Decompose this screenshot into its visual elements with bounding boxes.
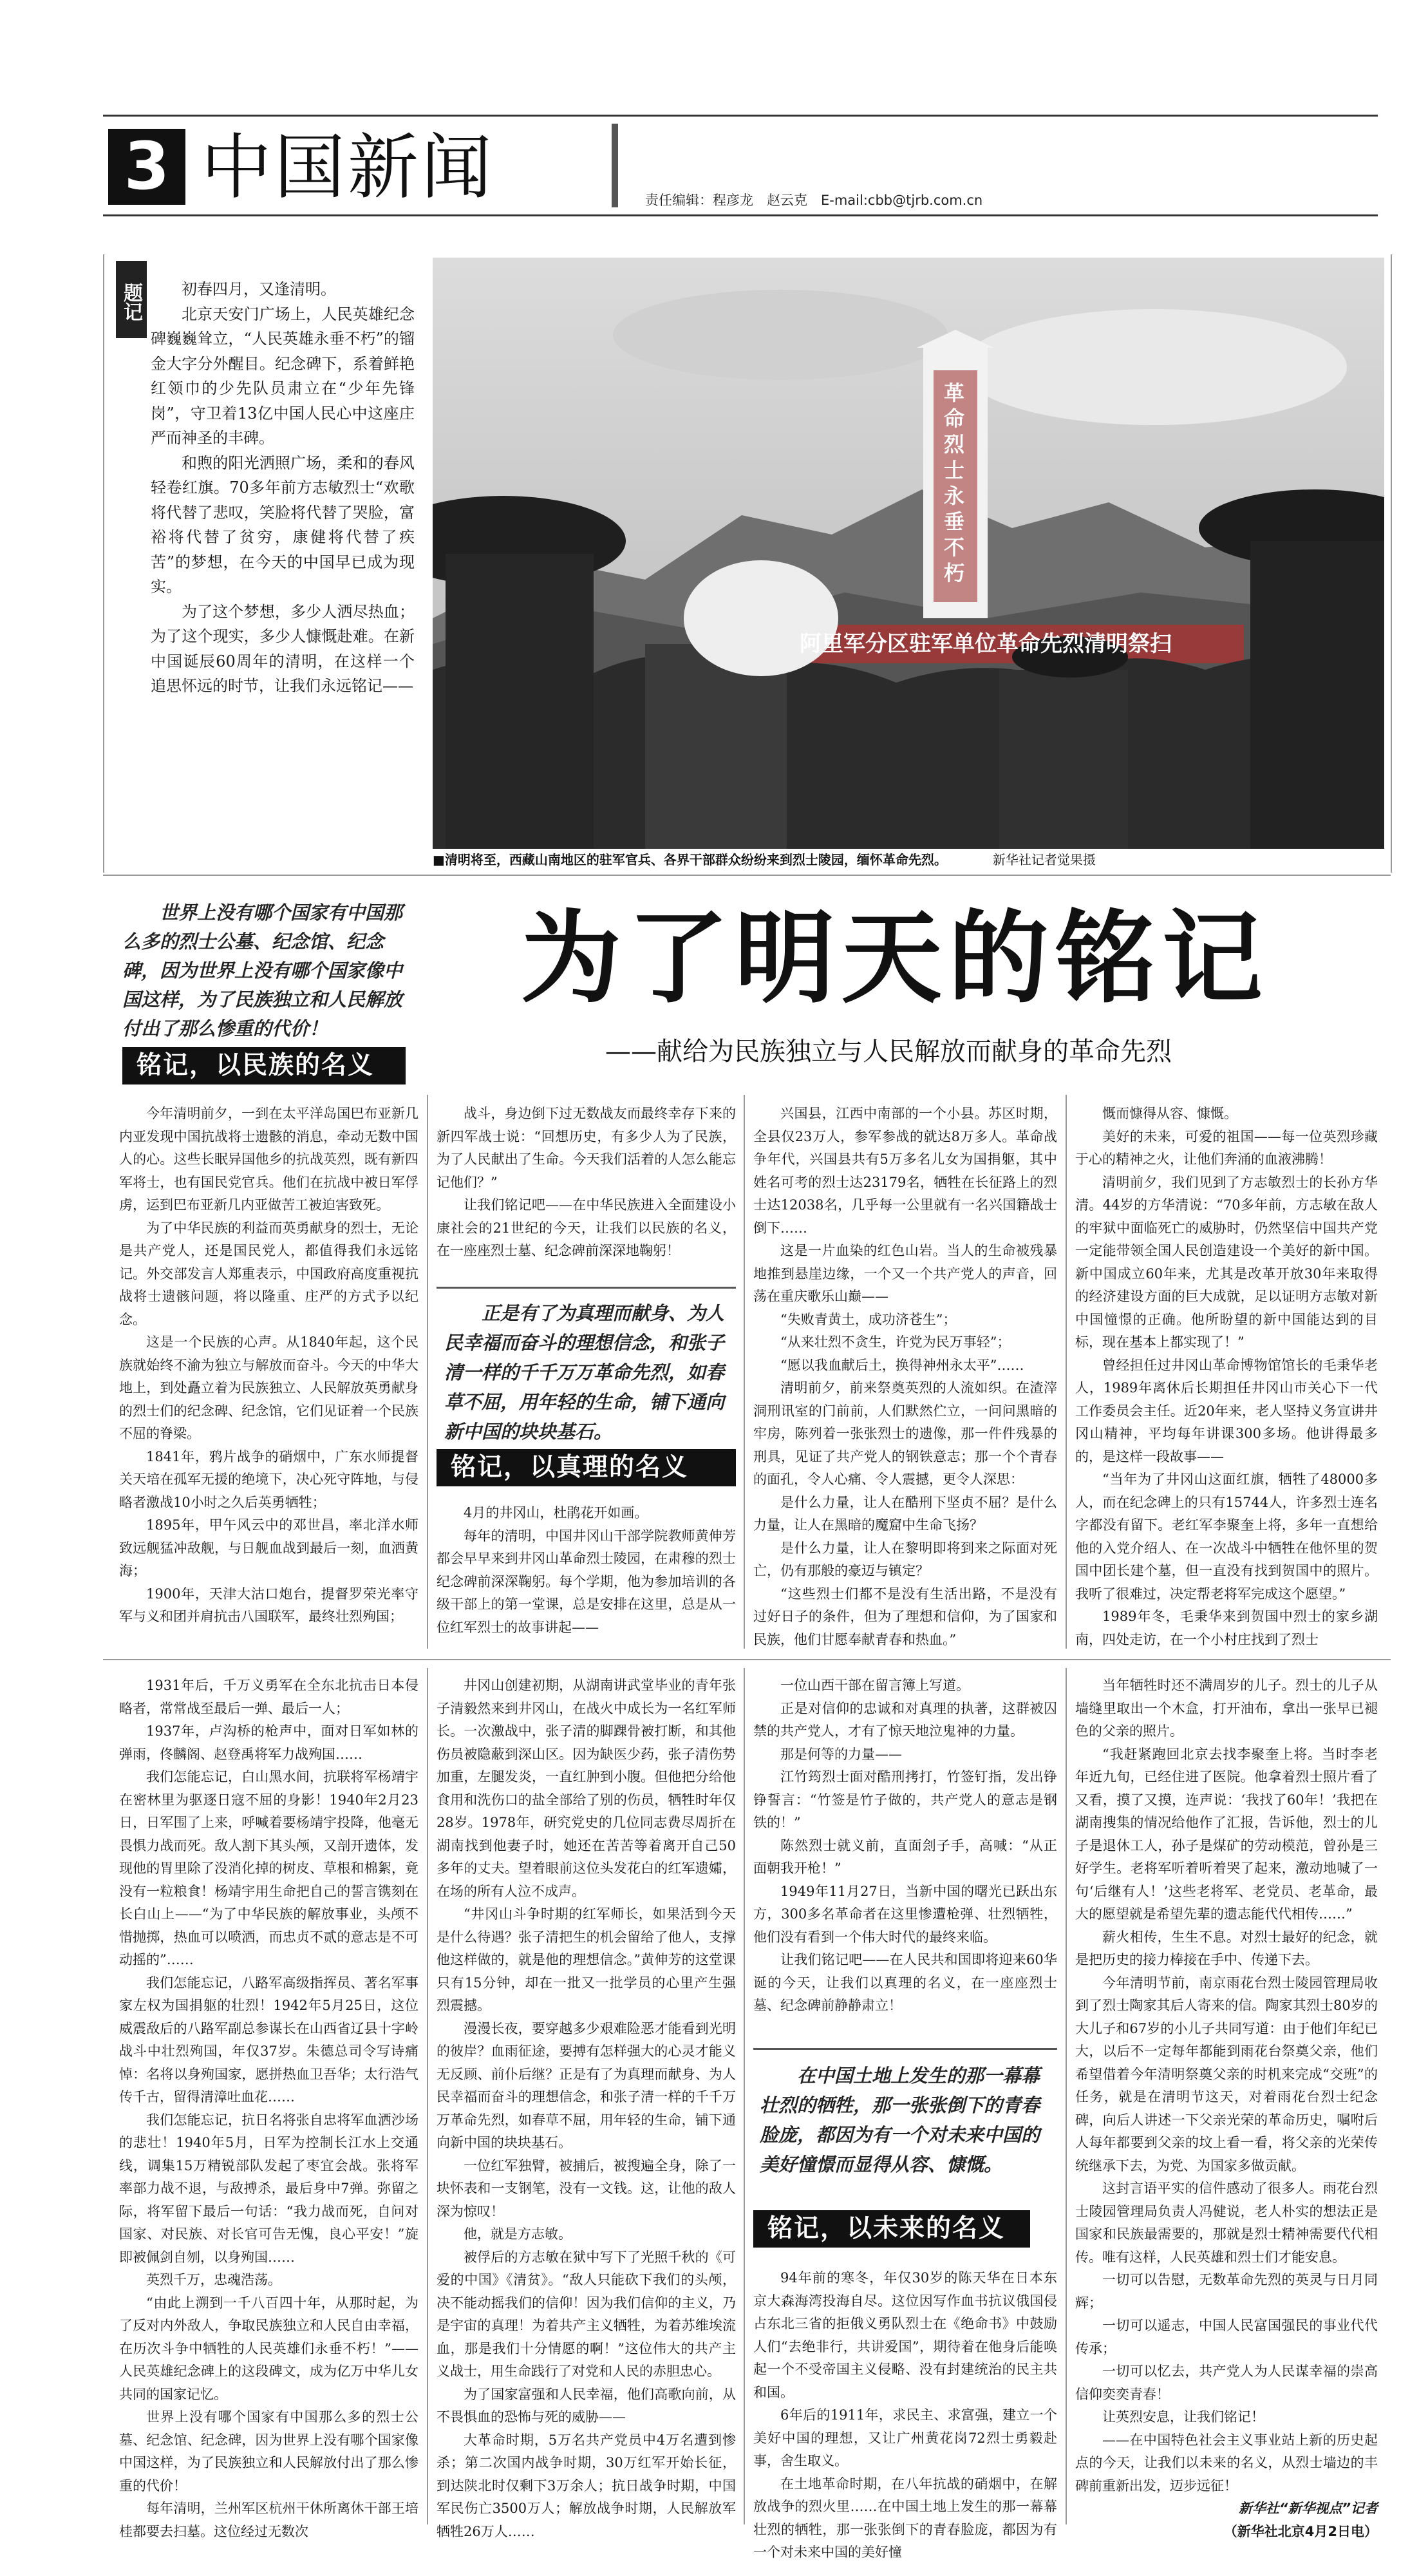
section-title: 中国新闻	[201, 126, 494, 209]
headline-top-rule	[103, 875, 1391, 876]
body-paragraph: 让我们铭记吧——在中华民族进入全面建设小康社会的21世纪的今天，让我们以民族的名义，在一座座烈士墓、纪念碑前深深地鞠躬！	[437, 1197, 736, 1258]
section-heading-nation: 铭记，以民族的名义	[122, 1047, 406, 1084]
body-paragraph: 漫漫长夜，要穿越多少艰难险恶才能看到光明的彼岸？血雨征途，要搏有怎样强大的心灵才能义无反顾、前仆后继？正是有了为真理而献身、为人民幸福而奋斗的理想信念，和张子清一样的千千万万革命先烈，如春草不屈，用年轻的生命，铺下通向新中国的块块基石。	[437, 2020, 736, 2150]
photo-cloud	[613, 290, 948, 380]
tiji-paragraph: 北京天安门广场上，人民英雄纪念碑巍巍耸立，“人民英雄永垂不朽”的镏金大字分外醒目。纪念碑下，系着鲜艳红领巾的少先队员肃立在“少年先锋岗”，守卫着13亿中国人民心中这座庄严而神圣的丰碑。	[151, 305, 415, 447]
masthead	[103, 115, 1378, 218]
body-paragraph: “失败青黄土，成功济苍生”；	[780, 1311, 957, 1327]
body-paragraph: 这是一片血染的红色山岩。当人的生命被残暴地推到悬崖边缘，一个又一个共产党人的声音，回荡在重庆歌乐山巅——	[753, 1243, 1057, 1304]
body-paragraph: 每年清明，兰州军区杭州干休所离休干部王培桂都要去扫墓。这位经过无数次	[119, 2501, 418, 2539]
body-paragraph: 世界上没有哪个国家有中国那么多的烈士公墓、纪念馆、纪念碑，因为世界上没有哪个国家像中国这样，为了民族独立和人民解放付出了那么惨重的代价！	[119, 2409, 418, 2494]
body-paragraph: 一位山西干部在留言簿上写道。	[780, 1678, 970, 1693]
pull-quote-truth: 正是有了为真理而献身、为人民幸福而奋斗的理想信念，和张子清一样的千千万万革命先烈，如春草不屈，用年轻的生命，铺下通向新中国的块块基石。	[444, 1302, 725, 1443]
body-paragraph: 1931年后，千万义勇军在全东北抗击日本侵略者，常常战至最后一弹、最后一人；	[119, 1678, 418, 1716]
body-paragraph: 1949年11月27日，当新中国的曙光已跃出东方，300多名革命者在这里惨遭枪弹、壮烈牺牲，他们没有看到一个伟大时代的最终来临。	[753, 1883, 1057, 1945]
frame-right-rule	[1391, 254, 1392, 873]
body-paragraph: 江竹筠烈士面对酷刑拷打，竹签钉指，发出铮铮誓言：“竹签是竹子做的，共产党人的意志是钢铁的！”	[753, 1769, 1057, 1830]
body-paragraph: 1900年，天津大沽口炮台，提督罗荣光率守军与义和团并肩抗击八国联军，最终壮烈殉国；	[119, 1586, 418, 1624]
photo-headscarf	[684, 560, 838, 676]
tiji-paragraph: 初春四月，又逢清明。	[182, 280, 336, 298]
tiji-paragraph: 和煦的阳光洒照广场，柔和的春风轻卷红旗。70多年前方志敏烈士“欢歌将代替了悲叹，笑脸将代替了哭脸，富裕将代替了贫穷，康健将代替了疾苦”的梦想，在今天的中国早已成为现实。	[151, 453, 415, 596]
section-heading-truth: 铭记，以真理的名义	[437, 1449, 736, 1486]
body-paragraph: 是什么力量，让人在酷刑下坚贞不屈？是什么力量，让人在黑暗的魔窟中生命飞扬？	[753, 1494, 1057, 1533]
dateline: （新华社北京4月2日电）	[1223, 2523, 1378, 2539]
headline-title: 为了明天的铭记	[521, 900, 1269, 1017]
body-paragraph: 美好的未来，可爱的祖国——每一位英烈珍藏于心的精神之火，让他们奔涌的血液沸腾！	[1075, 1128, 1378, 1167]
body-paragraph: 今年清明前夕，一到在太平洋岛国巴布亚新几内亚发现中国抗战将士遗骸的消息，牵动无数中国人的心。这些长眠异国他乡的抗战英烈，既有新四军将士，也有国民党官兵。他们在抗战中被日军俘虏，运到巴布亚新几内亚做苦工被迫害致死。	[119, 1106, 418, 1213]
body-paragraph: 1841年，鸦片战争的硝烟中，广东水师提督关天培在孤军无援的绝境下，决心死守阵地，与侵略者激战10小时之久后英勇牺牲；	[119, 1448, 418, 1510]
body-paragraph: 这是一个民族的心声。从1840年起，这个民族就始终不渝为独立与解放而奋斗。今天的中华大地上，到处矗立着为民族独立、人民解放英勇献身的烈士们的纪念碑、纪念馆，它们见证着一个民族不屈的脊梁。	[119, 1334, 418, 1441]
column-rule	[1066, 1668, 1067, 2524]
body-paragraph: 慨而慷得从容、慷慨。	[1102, 1106, 1237, 1121]
tiji-paragraph: 为了这个梦想，多少人洒尽热血；为了这个现实，多少人慷慨赴难。在新中国诞辰60周年的清明，在这样一个追思怀远的时节，让我们永远铭记——	[151, 602, 415, 695]
upper-column-1	[119, 1103, 418, 1629]
body-paragraph: 我们怎能忘记，抗日名将张自忠将军血洒沙场的悲壮！1940年5月，日军为控制长江水上交通线，调集15万精锐部队发起了枣宜会战。张将军率部力战不退，与敌搏杀，最后身中7弹。弥留之际，将军留下最后一句话：“我力战而死，自问对国家、对民族、对长官可告无愧，良心平安！”旋即被佩剑自刎，以身殉国……	[119, 2112, 418, 2265]
pullquote-rule	[437, 1287, 736, 1289]
photo-caption-text: ■清明将至，西藏山南地区的驻军官兵、各界干部群众纷纷来到烈士陵园，缅怀革命先烈。	[433, 852, 947, 867]
body-paragraph: 为了国家富强和人民幸福，他们高歌向前，从不畏惧血的恐怖与死的威胁——	[437, 2386, 736, 2425]
body-paragraph: 清明前夕，前来祭奠英烈的人流如织。在渣滓洞刑讯室的门前前，人们默然伫立，一问问黑暗的牢房，陈列着一张张烈士的遗像，那一件件残暴的刑具，见证了共产党人的钢铁意志；那一个个青春的面孔，令人心痛、令人震撼，更令人深思：	[753, 1380, 1057, 1487]
body-paragraph: “从来壮烈不贪生，许党为民万事轻”；	[780, 1334, 1011, 1350]
body-paragraph: 今年清明节前，南京雨花台烈士陵园管理局收到了烈士陶家其后人寄来的信。陶家其烈士80岁的大儿子和67岁的小儿子共同写道：由于他们年纪已大，以后不一定每年都能到雨花台祭奠父亲，他们希望借着今年清明祭奠父亲的时机来完成“交班”的任务，就是在清明节这天，对着雨花台烈士纪念碑，向后人讲述一下父亲光荣的革命历史，嘱咐后人每年都要到父亲的坟上看一看，将父亲的光荣传统继承下去，为党、为国家多做贡献。	[1075, 1975, 1378, 2174]
photo-soldier	[446, 554, 594, 849]
body-paragraph: “我赶紧跑回北京去找李聚奎上将。当时李老年近九旬，已经住进了医院。他拿着烈士照片看了又看，摸了又摸，连声说：‘我找了60年！’我把在湖南搜集的情况给他作了汇报，告诉他，烈士的儿子是退休工人，孙子是煤矿的劳动模范，曾孙是三好学生。老将军听着听着哭了起来，激动地喊了一句‘后继有人！’这些老将军、老党员、老革命，最大的愿望就是希望先辈的遗志能代代相传……”	[1075, 1746, 1378, 1922]
middle-rule	[103, 1659, 1391, 1660]
tiji-label	[116, 261, 147, 338]
body-paragraph: 是什么力量，让人在黎明即将到来之际面对死亡，仍有那般的豪迈与镇定？	[753, 1540, 1057, 1578]
body-paragraph: 6年后的1911年，求民主、求富强，建立一个美好中国的理想，又让广州黄花岗72烈士勇毅赴事，舍生取义。	[753, 2407, 1057, 2468]
upper-column-2b	[437, 1502, 736, 1639]
photo-banner-text: 阿里军分区驻军单位革命先烈清明祭扫	[800, 631, 1172, 657]
pull-quote-future: 在中国土地上发生的那一幕幕壮烈的牺牲，那一张张倒下的青春脸庞，都因为有一个对未来中国的美好憧憬而显得从容、慷慨。	[760, 2065, 1040, 2175]
body-paragraph: 让英烈安息，让我们铭记！	[1102, 2409, 1264, 2425]
body-paragraph: 井冈山创建初期，从湖南讲武堂毕业的青年张子清毅然来到井冈山，在战火中成长为一名红军师长。一次激战中，张子清的脚踝骨被打断，和其他伤员被隐蔽到深山区。因为缺医少药，张子清伤势加重，左腿发炎，一直红肿到小腹。但他把分给他食用和洗伤口的盐全部给了别的伤员，牺牲时年仅28岁。1978年，研究党史的几位同志费尽周折在湖南找到他妻子时，她还在苦苦等着离开自己50多年的丈夫。望着眼前这位头发花白的红军遗孀，在场的所有人泣不成声。	[437, 1678, 736, 1899]
body-paragraph: 94年前的寒冬，年仅30岁的陈天华在日本东京大森海湾投海自尽。这位因写作血书抗议俄国侵占东北三省的拒俄义勇队烈士在《绝命书》中鼓励人们“去绝非行，共讲爱国”，期待着在他身后能唤起一个不受帝国主义侵略、没有封建统治的民主共和国。	[753, 2270, 1057, 2400]
body-paragraph: ——在中国特色社会主义事业站上新的历史起点的今天，让我们以未来的名义，从烈士墙边的丰碑前重新出发，迈步远征！	[1075, 2432, 1378, 2494]
tiji-text	[151, 277, 415, 699]
upper-column-2	[437, 1103, 736, 1263]
photo-soldier	[1250, 541, 1384, 849]
body-paragraph: 兴国县，江西中南部的一个小县。苏区时期，全县仅23万人，参军参战的就达8万多人。革命战争年代，兴国县共有5万多名儿女为国捐躯，其中姓名可考的烈士达23179名，牺牲在长征路上的烈士达12038名，几乎每一公里就有一名兴国籍战士倒下……	[753, 1106, 1057, 1236]
body-paragraph: 为了中华民族的利益而英勇献身的烈士，无论是共产党人，还是国民党人，都值得我们永远铭记。外交部发言人郑重表示，中国政府高度重视抗战将士遗骸问题，将以隆重、庄严的方式予以纪念。	[119, 1220, 418, 1327]
body-paragraph: 每年的清明，中国井冈山干部学院教师黄伸芳都会早早来到井冈山革命烈士陵园，在肃穆的烈士纪念碑前深深鞠躬。每个学期，他为参加培训的各级干部上的第一堂课，总是安排在这里，总是从一位红军烈士的故事讲起——	[437, 1528, 736, 1635]
lower-column-1	[119, 1674, 418, 2543]
body-paragraph: 战斗，身边倒下过无数战友而最终幸存下来的新四军战士说：“回想历史，有多少人为了民族，为了人民献出了生命。今天我们活着的人怎么能忘记他们？”	[437, 1106, 736, 1190]
body-paragraph: 我们怎能忘记，白山黑水间，抗联将军杨靖宇在密林里为驱逐日寇不屈的身影！1940年2月23日，日军围了上来，呼喊着要杨靖宇投降，他毫无畏惧力战而死。敌人割下其头颅，又剖开遗体，发现他的胃里除了没消化掉的树皮、草根和棉絮，竟没有一粒粮食！杨靖宇用生命把自己的誓言镌刻在长白山上——“为了中华民族的解放事业，头颅不惜抛掷，热血可以喷洒，而忠贞不贰的意志是不可动摇的”……	[119, 1769, 418, 1967]
upper-column-4	[1075, 1103, 1378, 1651]
editor-credits: 责任编辑：程彦龙 赵云克 E-mail:cbb@tjrb.com.cn	[645, 193, 983, 208]
body-paragraph: 在土地革命时期，在八年抗战的硝烟中，在解放战争的烈火里……在中国土地上发生的那一幕幕壮烈的牺牲，那一张张倒下的青春脸庞，都因为有一个对未来中国的美好憧	[753, 2476, 1057, 2560]
body-paragraph: 1937年，卢沟桥的枪声中，面对日军如林的弹雨，佟麟阁、赵登禹将军力战殉国……	[119, 1723, 418, 1762]
column-rule	[744, 1668, 745, 2524]
masthead-top-rule	[103, 115, 1378, 117]
lower-column-3b	[753, 2267, 1057, 2564]
photo-cloud	[961, 309, 1347, 425]
body-paragraph: “愿以我血献后土，换得神州永太平”……	[780, 1357, 1024, 1373]
frame-left-rule	[103, 254, 104, 873]
body-paragraph: 被俘后的方志敏在狱中写下了光照千秋的《可爱的中国》《清贫》。“敌人只能砍下我们的头颅，决不能动摇我们的信仰！因为我们信仰的主义，乃是宇宙的真理！为着共产主义牺牲，为着苏维埃流血，那是我们十分情愿的啊！”这位伟大的共产主义战士，用生命践行了对党和人民的赤胆忠心。	[437, 2249, 736, 2379]
headline-subtitle: ——献给为民族独立与人民解放而献身的革命先烈	[605, 1037, 1172, 1066]
body-paragraph: 我们怎能忘记，八路军高级指挥员、著名军事家左权为国捐躯的壮烈！1942年5月25日，这位威震敌后的八路军副总参谋长在山西省辽县十字岭战斗中壮烈殉国，年仅37岁。朱德总司令写诗痛悼：名将以身殉国家，愿拼热血卫吾华；太行浩气传千古，留得清漳吐血花……	[119, 1975, 418, 2105]
body-paragraph: “当年为了井冈山这面红旗，牺牲了48000多人，而在纪念碑上的只有15744人，许多烈士连名字都没有留下。老红军李聚奎上将，多年一直想给他的入党介绍人、在一次战斗中牺牲在他怀里的贺国中团长建个墓，但一直没有找到贺国中的照片。我听了很难过，决定帮老将军完成这个愿望。”	[1075, 1472, 1378, 1602]
body-paragraph: 这封言语平实的信件感动了很多人。雨花台烈士陵园管理局负责人冯健说，老人朴实的想法正是国家和民族最需要的，那就是烈士精神需要代代相传。唯有这样，人民英雄和烈士们才能安息。	[1075, 2181, 1378, 2265]
section-heading-future: 铭记，以未来的名义	[753, 2210, 1030, 2248]
body-paragraph: “这些烈士们都不是没有生活出路，不是没有过好日子的条件，但为了理想和信仰，为了国家和民族，他们甘愿奉献青春和热血。”	[753, 1586, 1057, 1647]
column-rule	[427, 1095, 428, 1649]
body-paragraph: 让我们铭记吧——在人民共和国即将迎来60华诞的今天，让我们以真理的名义，在一座座烈士墓、纪念碑前静静肃立！	[753, 1952, 1057, 2013]
body-paragraph: 陈然烈士就义前，直面刽子手，高喊：“从正面朝我开枪！”	[753, 1837, 1057, 1876]
body-paragraph: 1989年冬，毛秉华来到贺国中烈士的家乡湖南，四处走访，在一个小村庄找到了烈士	[1075, 1609, 1378, 1647]
body-paragraph: “井冈山斗争时期的红军师长，如果活到今天是什么待遇？张子清把生的机会留给了他人，支撑他这样做的，就是他的理想信念。”黄伸芳的这堂课只有15分钟，却在一批又一批学员的心里产生强烈震撼。	[437, 1906, 736, 2013]
tiji-label-text: 题记	[120, 283, 142, 321]
byline: 新华社“新华视点”记者	[1238, 2501, 1378, 2516]
body-paragraph: 一切可以忆去，共产党人为人民谋幸福的崇高信仰奕奕青春！	[1075, 2363, 1378, 2402]
body-paragraph: 一切可以遥志，中国人民富国强民的事业代代传承；	[1075, 2318, 1378, 2356]
body-paragraph: 大革命时期，5万名共产党员中4万名遭到惨杀；第二次国内战争时期，30万红军开始长征，到达陕北时仅剩下3万余人；抗日战争时期，中国军民伤亡3500万人；解放战争时期，人民解放军牺牲26万人……	[437, 2432, 736, 2539]
body-paragraph: 他，就是方志敏。	[464, 2226, 572, 2242]
page-number: 3	[124, 128, 170, 205]
intro-blurb: 世界上没有哪个国家有中国那么多的烈士公墓、纪念馆、纪念碑，因为世界上没有哪个国家像中国这样，为了民族独立和人民解放付出了那么惨重的代价！	[122, 902, 403, 1039]
upper-column-3	[753, 1103, 1057, 1651]
lower-column-2	[437, 1674, 736, 2543]
photo-caption	[433, 851, 1384, 868]
masthead-bottom-rule	[103, 214, 1378, 216]
body-paragraph: 薪火相传，生生不息。对烈士最好的纪念，就是把历史的接力棒接在手中、传递下去。	[1075, 1929, 1378, 1967]
column-rule	[1066, 1095, 1067, 1649]
body-paragraph: 一位红军独臂，被捕后，被搜遍全身，除了一块怀表和一支钢笔，没有一文钱。这，让他的敌人深为惊叹！	[437, 2157, 736, 2219]
masthead-divider	[612, 124, 618, 207]
body-paragraph: 4月的井冈山，杜鹃花开如画。	[464, 1505, 648, 1520]
body-paragraph: 正是对信仰的忠诚和对真理的执著，这群被囚禁的共产党人，才有了惊天地泣鬼神的力量。	[753, 1700, 1057, 1739]
news-photo-illustration	[433, 258, 1384, 849]
photo-soldier	[999, 670, 1128, 849]
lower-column-3	[753, 1674, 1057, 2018]
news-photo	[433, 258, 1384, 849]
column-rule	[744, 1095, 745, 1649]
photo-credit: 新华社记者觉果摄	[992, 852, 1096, 867]
column-rule	[427, 1668, 428, 2524]
body-paragraph: 1895年，甲午风云中的邓世昌，率北洋水师致远舰猛冲敌舰，与日舰血战到最后一刻，血洒黄海；	[119, 1517, 418, 1578]
body-paragraph: 一切可以告慰，无数革命先烈的英灵与日月同辉；	[1075, 2272, 1378, 2311]
monument-inscription: 革命烈士永垂不朽	[943, 381, 964, 585]
body-paragraph: 那是何等的力量——	[780, 1746, 902, 1762]
body-paragraph: “由此上溯到一千八百四十年，从那时起，为了反对内外敌人，争取民族独立和人民自由幸福，在历次斗争中牺牲的人民英雄们永垂不朽！”——人民英雄纪念碑上的这段碑文，成为亿万中华儿女共同的国家记忆。	[119, 2295, 418, 2402]
body-paragraph: 当年牺牲时还不满周岁的儿子。烈士的儿子从墙缝里取出一个木盒，打开油布，拿出一张早已褪色的父亲的照片。	[1075, 1678, 1378, 1739]
pullquote-rule	[753, 2048, 1057, 2050]
body-paragraph: 英烈千万，忠魂浩荡。	[146, 2272, 281, 2287]
lower-column-4	[1075, 1674, 1378, 2543]
body-paragraph: 曾经担任过井冈山革命博物馆馆长的毛秉华老人，1989年离休后长期担任井冈山市关心下一代工作委员会主任。近20年来，老人坚持义务宣讲井冈山精神，平均每年讲课300多场。他讲得最多的，是这样一段故事——	[1075, 1357, 1378, 1464]
page-number-box	[108, 129, 185, 205]
body-paragraph: 清明前夕，我们见到了方志敏烈士的长孙方华清。44岁的方华清说：“70多年前，方志敏在敌人的牢狱中面临死亡的威胁时，仍然坚信中国共产党一定能带领全国人民创造建设一个美好的新中国。新中国成立60年来，尤其是改革开放30年来取得的经济建设方面的巨大成就，足以证明方志敏对新中国憧憬的正确。他所盼望的新中国能达到的目标，现在基本上都实现了！”	[1075, 1174, 1378, 1350]
